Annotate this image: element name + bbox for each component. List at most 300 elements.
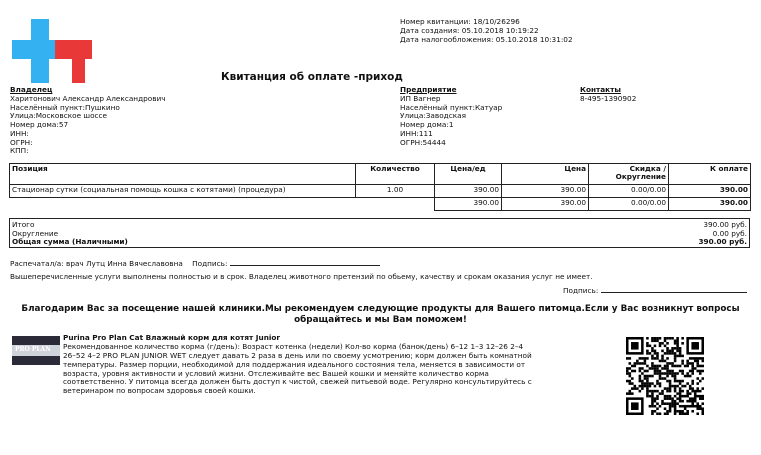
qr-module [669, 362, 672, 365]
qr-module [656, 412, 659, 415]
qr-module [681, 410, 684, 413]
qr-module [651, 355, 654, 358]
qr-module [654, 410, 657, 413]
qr-module [676, 402, 679, 405]
qr-module [699, 395, 702, 398]
qr-module [671, 400, 674, 403]
qr-module [701, 365, 704, 368]
qr-module [701, 402, 704, 405]
qr-module [701, 397, 704, 400]
qr-module [691, 410, 694, 413]
qr-module [666, 397, 669, 400]
qr-module [654, 357, 657, 360]
product-description-line: ветеринаром по вопросам здоровья своей кошки. [63, 386, 256, 396]
qr-module [654, 340, 657, 343]
qr-module [649, 395, 652, 398]
qr-module [634, 365, 637, 368]
qr-module [679, 387, 682, 390]
qr-module [669, 395, 672, 398]
header-price: Цена [502, 164, 589, 185]
qr-module [691, 357, 694, 360]
qr-module [681, 360, 684, 363]
qr-module [671, 370, 674, 373]
qr-module [661, 360, 664, 363]
qr-module [676, 365, 679, 368]
qr-module [631, 377, 634, 380]
contacts-phone: 8-495-1390902 [580, 93, 637, 103]
qr-module [679, 400, 682, 403]
totals-box [9, 218, 750, 248]
qr-module [656, 380, 659, 383]
qr-module [664, 397, 667, 400]
qr-module [691, 382, 694, 385]
qr-module [674, 372, 677, 375]
qr-module [691, 362, 694, 365]
qr-module [686, 365, 689, 368]
qr-module [659, 377, 662, 380]
qr-module [684, 385, 687, 388]
qr-module [691, 365, 694, 368]
qr-module [681, 390, 684, 393]
total-label: Общая сумма (Наличными) [12, 237, 128, 246]
qr-module [651, 350, 654, 353]
qr-module [641, 382, 644, 385]
qr-module [689, 375, 692, 378]
signature-label: Подпись: [192, 259, 228, 268]
qr-module [646, 375, 649, 378]
qr-module [629, 390, 632, 393]
signature-label-2: Подпись: [563, 286, 599, 295]
qr-module [691, 402, 694, 405]
qr-module [689, 370, 692, 373]
qr-module [699, 397, 702, 400]
product-description-line: 26–52 4–2 PRO PLAN JUNIOR WET следует давать 2 раза в день или по своему усмотрению; корм должен быть комнатной [63, 350, 532, 360]
cell-price: 390.00 [502, 185, 589, 198]
qr-module [669, 352, 672, 355]
qr-module [689, 405, 692, 408]
qr-module [694, 390, 697, 393]
header-discount: Скидка / Округление [589, 164, 669, 185]
qr-module [651, 365, 654, 368]
rounding-value: 0.00 руб. [712, 228, 747, 238]
total-row [10, 238, 749, 247]
qr-module [644, 362, 647, 365]
qr-code-icon [626, 337, 704, 415]
qr-module [651, 400, 654, 403]
qr-module [636, 387, 639, 390]
qr-module [676, 380, 679, 383]
product-description-line: возраста, уровня активности и условий жизни. Отслеживайте вес Вашей кошки и меняйте количество корма [63, 368, 489, 378]
qr-module [701, 407, 704, 410]
qr-module [654, 397, 657, 400]
qr-module [656, 340, 659, 343]
qr-module [656, 382, 659, 385]
qr-module [674, 352, 677, 355]
qr-module [654, 370, 657, 373]
qr-module [651, 375, 654, 378]
qr-module [666, 395, 669, 398]
printed-by-line [10, 260, 380, 269]
qr-module [631, 342, 639, 350]
tax-date: Дата налогообложения: 05.10.2018 10:31:02 [400, 34, 573, 44]
owner-block [10, 86, 166, 156]
table-row [10, 185, 751, 198]
qr-module [644, 357, 647, 360]
qr-module [699, 370, 702, 373]
qr-module [684, 405, 687, 408]
created-date: Дата создания: 05.10.2018 10:19:22 [400, 25, 539, 35]
qr-module [674, 340, 677, 343]
qr-module [659, 405, 662, 408]
qr-module [649, 405, 652, 408]
qr-module [671, 365, 674, 368]
qr-module [674, 385, 677, 388]
qr-module [661, 402, 664, 405]
qr-module [679, 397, 682, 400]
qr-module [686, 390, 689, 393]
owner-line: Номер дома:57 [10, 120, 69, 129]
qr-module [659, 382, 662, 385]
header-quantity: Количество [356, 164, 435, 185]
qr-module [626, 367, 629, 370]
qr-module [661, 400, 664, 403]
qr-module [681, 362, 684, 365]
qr-module [679, 365, 682, 368]
qr-module [659, 392, 662, 395]
qr-module [631, 402, 639, 410]
header-position: Позиция [10, 164, 356, 185]
qr-module [646, 365, 649, 368]
qr-module [694, 357, 697, 360]
table-subtotal-row [10, 198, 751, 211]
thanks-message: Благодарим Вас за посещение нашей клиники.Мы рекомендуем следующие продукты для Вашего питомца.Если у Вас возникнут вопросы обращайтесь и мы Вам поможем! [21, 304, 740, 325]
qr-module [666, 372, 669, 375]
qr-module [641, 380, 644, 383]
qr-module [681, 380, 684, 383]
qr-module [629, 380, 632, 383]
qr-module [701, 377, 704, 380]
qr-module [699, 407, 702, 410]
qr-module [671, 372, 674, 375]
qr-module [664, 340, 667, 343]
qr-module [651, 395, 654, 398]
qr-module [629, 372, 632, 375]
qr-module [666, 347, 669, 350]
qr-module [651, 402, 654, 405]
qr-module [676, 385, 679, 388]
qr-module [666, 362, 669, 365]
qr-module [676, 350, 679, 353]
subtotal-to-pay: 390.00 [669, 198, 751, 211]
qr-module [699, 405, 702, 408]
qr-module [649, 352, 652, 355]
qr-module [671, 402, 674, 405]
qr-module [684, 407, 687, 410]
qr-module [664, 352, 667, 355]
qr-module [676, 347, 679, 350]
qr-module [664, 372, 667, 375]
qr-module [659, 342, 662, 345]
qr-module [659, 337, 662, 340]
qr-module [644, 382, 647, 385]
qr-module [649, 390, 652, 393]
product-description-line: соответственно. У питомца всегда должен быть доступ к чистой, свежей питьевой воде. Регулярно консультируйтесь с [63, 377, 532, 387]
qr-module [696, 377, 699, 380]
qr-module [646, 342, 649, 345]
qr-module [696, 365, 699, 368]
qr-module [686, 362, 689, 365]
qr-module [646, 337, 649, 340]
qr-module [664, 395, 667, 398]
qr-module [639, 370, 642, 373]
qr-module [694, 395, 697, 398]
qr-module [644, 360, 647, 363]
qr-module [646, 392, 649, 395]
qr-module [681, 337, 684, 340]
qr-module [661, 390, 664, 393]
qr-module [679, 395, 682, 398]
qr-code [626, 337, 704, 415]
qr-module [689, 392, 692, 395]
qr-module [646, 385, 649, 388]
company-heading: Предприятие [400, 85, 457, 94]
cell-position: Стационар сутки (социальная помощь кошка с котятами) (процедура) [10, 185, 356, 198]
qr-module [636, 362, 639, 365]
qr-module [651, 337, 654, 340]
qr-module [651, 362, 654, 365]
qr-module [691, 367, 694, 370]
company-line: ОГРН:54444 [400, 137, 446, 147]
qr-module [681, 395, 684, 398]
owner-line: Харитонович Александр Александрович [10, 93, 166, 103]
qr-module [699, 357, 702, 360]
qr-module [679, 350, 682, 353]
qr-module [666, 390, 669, 393]
qr-module [666, 357, 669, 360]
qr-module [696, 412, 699, 415]
qr-module [669, 372, 672, 375]
qr-module [631, 365, 634, 368]
qr-module [696, 405, 699, 408]
qr-module [664, 387, 667, 390]
qr-module [671, 397, 674, 400]
qr-module [626, 372, 629, 375]
company-line: ИНН:111 [400, 128, 433, 138]
qr-module [674, 360, 677, 363]
company-block [400, 86, 502, 147]
qr-module [679, 370, 682, 373]
qr-module [676, 397, 679, 400]
qr-module [641, 362, 644, 365]
qr-module [676, 355, 679, 358]
qr-module [696, 382, 699, 385]
qr-module [639, 377, 642, 380]
total-value: 390.00 руб. [698, 237, 747, 246]
qr-module [674, 380, 677, 383]
qr-module [699, 365, 702, 368]
clinic-logo [12, 19, 92, 83]
qr-module [659, 365, 662, 368]
qr-module [674, 400, 677, 403]
qr-module [659, 375, 662, 378]
qr-module [654, 372, 657, 375]
qr-module [656, 372, 659, 375]
qr-module [666, 375, 669, 378]
qr-module [681, 370, 684, 373]
qr-module [656, 390, 659, 393]
qr-module [701, 412, 704, 415]
qr-module [679, 390, 682, 393]
qr-module [689, 397, 692, 400]
qr-module [701, 395, 704, 398]
qr-module [661, 350, 664, 353]
qr-module [674, 407, 677, 410]
qr-module [666, 342, 669, 345]
qr-module [646, 350, 649, 353]
printed-by: Распечатал/а: врач Лутц Инна Вячеславовна [10, 259, 183, 268]
product-description-line: температуры. Размер порции, необходимой для поддержания идеального состояния тела, меняется в зависимости от [63, 359, 526, 369]
page-title: Квитанция об оплате -приход [221, 71, 403, 83]
qr-module [679, 380, 682, 383]
qr-module [674, 357, 677, 360]
qr-module [674, 377, 677, 380]
owner-line: Улица:Московское шоссе [10, 111, 108, 121]
qr-module [689, 387, 692, 390]
qr-module [666, 370, 669, 373]
qr-module [654, 400, 657, 403]
product-image-label: PRO PLAN [15, 346, 51, 353]
qr-module [701, 410, 704, 413]
qr-module [644, 370, 647, 373]
qr-module [641, 387, 644, 390]
qr-module [661, 357, 664, 360]
qr-module [661, 367, 664, 370]
qr-module [676, 410, 679, 413]
qr-module [686, 410, 689, 413]
qr-module [669, 350, 672, 353]
qr-module [664, 377, 667, 380]
qr-module [696, 360, 699, 363]
qr-module [654, 352, 657, 355]
qr-module [646, 345, 649, 348]
qr-module [629, 382, 632, 385]
company-line: Улица:Заводская [400, 111, 466, 121]
qr-module [679, 355, 682, 358]
qr-module [679, 347, 682, 350]
qr-module [664, 412, 667, 415]
header-price-unit: Цена/ед [435, 164, 502, 185]
contacts-heading: Контакты [580, 85, 621, 94]
qr-module [654, 367, 657, 370]
qr-module [636, 360, 639, 363]
qr-module [689, 385, 692, 388]
qr-module [691, 390, 694, 393]
qr-module [669, 407, 672, 410]
qr-module [694, 392, 697, 395]
qr-module [671, 350, 674, 353]
table-header-row [10, 164, 751, 185]
product-name: Purina Pro Plan Cat Влажный корм для котят Junior [63, 333, 281, 342]
qr-module [686, 392, 689, 395]
qr-module [699, 372, 702, 375]
qr-module [696, 362, 699, 365]
qr-module [681, 372, 684, 375]
qr-module [694, 367, 697, 370]
qr-module [674, 365, 677, 368]
qr-module [646, 377, 649, 380]
qr-module [669, 410, 672, 413]
qr-module [691, 342, 699, 350]
qr-module [641, 385, 644, 388]
qr-module [656, 367, 659, 370]
qr-module [656, 355, 659, 358]
qr-module [696, 407, 699, 410]
qr-module [674, 395, 677, 398]
company-line: Номер дома:1 [400, 120, 454, 129]
product-image [12, 336, 60, 365]
qr-module [671, 385, 674, 388]
contacts-block [580, 86, 636, 104]
subtotal-price: 390.00 [502, 198, 589, 211]
header-to-pay: К оплате [669, 164, 751, 185]
qr-module [661, 377, 664, 380]
rounding-label: Округление [12, 228, 59, 238]
cell-price-unit: 390.00 [435, 185, 502, 198]
qr-module [701, 387, 704, 390]
qr-module [694, 397, 697, 400]
qr-module [681, 405, 684, 408]
qr-module [651, 340, 654, 343]
qr-module [669, 380, 672, 383]
qr-module [681, 385, 684, 388]
qr-module [631, 382, 634, 385]
qr-module [659, 345, 662, 348]
qr-module [634, 387, 637, 390]
qr-module [691, 372, 694, 375]
qr-module [674, 410, 677, 413]
signature-line [230, 265, 380, 266]
qr-module [646, 382, 649, 385]
qr-module [649, 382, 652, 385]
qr-module [686, 372, 689, 375]
subtotal-discount: 0.00/0.00 [589, 198, 669, 211]
qr-module [656, 337, 659, 340]
qr-module [654, 345, 657, 348]
qr-module [656, 397, 659, 400]
qr-module [666, 412, 669, 415]
qr-module [641, 367, 644, 370]
qr-module [654, 385, 657, 388]
qr-module [679, 382, 682, 385]
receipt-number: Номер квитанции: 18/10/26296 [400, 17, 520, 26]
company-line: Населённый пункт:Катуар [400, 102, 503, 112]
qr-module [651, 347, 654, 350]
qr-module [696, 387, 699, 390]
qr-module [644, 377, 647, 380]
qr-module [679, 352, 682, 355]
qr-module [664, 337, 667, 340]
qr-module [656, 357, 659, 360]
qr-module [659, 360, 662, 363]
qr-module [651, 367, 654, 370]
qr-module [646, 390, 649, 393]
qr-module [656, 402, 659, 405]
qr-module [701, 360, 704, 363]
qr-module [696, 395, 699, 398]
qr-module [686, 412, 689, 415]
qr-module [664, 402, 667, 405]
qr-module [666, 337, 669, 340]
